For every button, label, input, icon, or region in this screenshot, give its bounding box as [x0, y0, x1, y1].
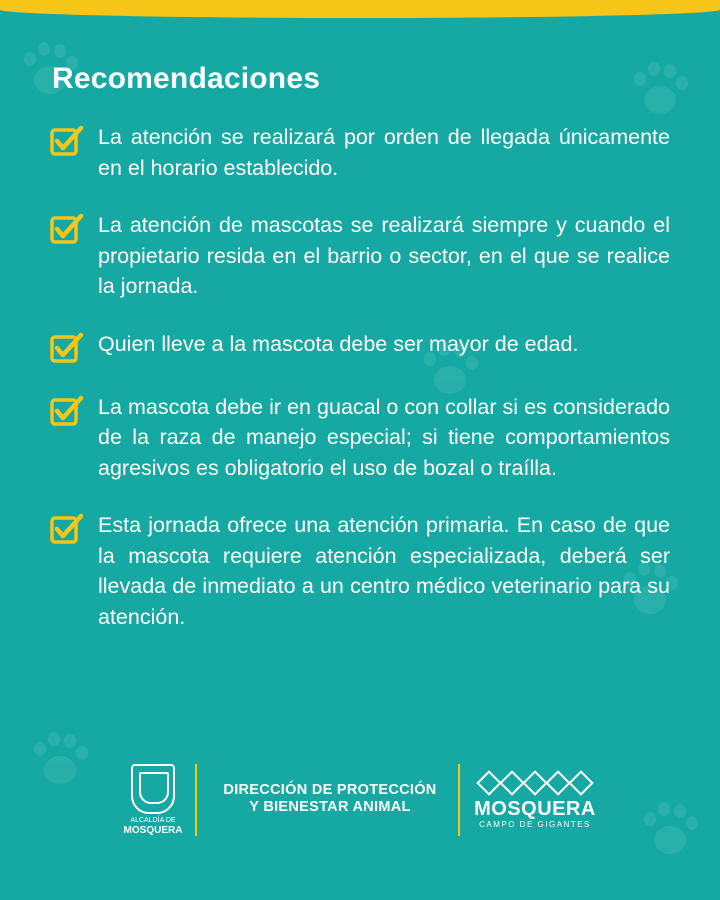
checkbox-check-icon	[50, 394, 84, 428]
alcaldia-logo	[122, 760, 184, 836]
page-title: Recomendaciones	[52, 62, 321, 95]
checkbox-check-icon	[50, 212, 84, 246]
footer-divider	[195, 764, 197, 836]
top-accent-bar	[0, 0, 720, 18]
list-item	[50, 392, 670, 484]
list-item-text: La atención se realizará por orden de llegada únicamente en el horario establecido.	[98, 125, 670, 180]
mosquera-tagline: CAMPO DE GIGANTES	[479, 820, 591, 829]
footer-logos	[0, 760, 720, 850]
list-item-text: Quien lleve a la mascota debe ser mayor de edad.	[98, 331, 579, 356]
mosquera-logo	[470, 772, 600, 830]
list-item	[50, 122, 670, 183]
alcaldia-name: MOSQUERA	[123, 825, 183, 836]
list-item-text: Esta jornada ofrece una atención primaria. En caso de que la mascota requiere atención especializada, deberá ser llevada de inmediato a un centro médico veterinario para su atención.	[98, 513, 670, 629]
direccion-block	[205, 782, 455, 816]
list-item	[50, 329, 670, 365]
checkbox-check-icon	[50, 512, 84, 546]
list-item	[50, 210, 670, 302]
list-item	[50, 510, 670, 632]
list-item-text: La mascota debe ir en guacal o con collar si es considerado de la raza de manejo especial; si tiene comportamientos agresivos es obligatorio el uso de bozal o traílla.	[98, 394, 670, 480]
coat-of-arms-icon	[131, 764, 175, 814]
direccion-line-1: DIRECCIÓN DE PROTECCIÓN	[223, 782, 437, 798]
footer-divider	[458, 764, 460, 836]
checkbox-check-icon	[50, 331, 84, 365]
alcaldia-label: ALCALDÍA DE	[130, 817, 176, 824]
checkbox-check-icon	[50, 124, 84, 158]
direccion-line-2: Y BIENESTAR ANIMAL	[249, 799, 411, 815]
list-item-text: La atención de mascotas se realizará siempre y cuando el propietario resida en el barrio o sector, en el que se realice la jornada.	[98, 213, 670, 298]
recommendations-list	[50, 122, 670, 659]
mosquera-emblem-icons	[470, 772, 600, 794]
paw-print-icon	[630, 60, 690, 120]
mosquera-name: MOSQUERA	[474, 798, 596, 820]
